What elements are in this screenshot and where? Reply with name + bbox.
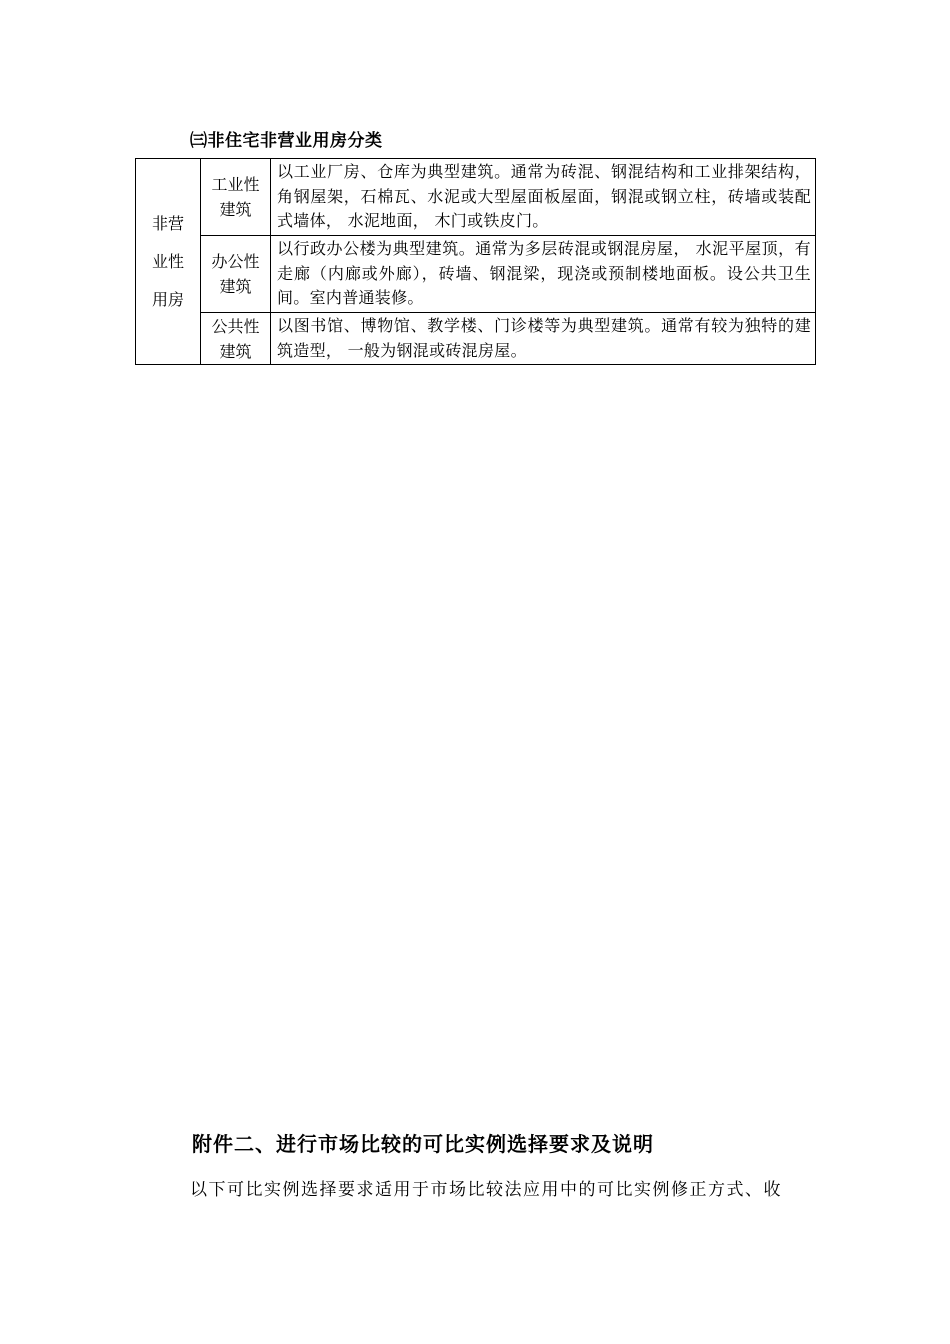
building-type-cell <box>201 159 271 236</box>
building-type-line: 建筑 <box>219 341 252 361</box>
building-type-line: 办公性 <box>211 252 260 271</box>
description-cell: 以图书馆、博物馆、教学楼、门诊楼等为典型建筑。通常有较为独特的建筑造型， 一般为钢混或砖混房屋。 <box>271 313 816 365</box>
category-label-line: 业性 <box>151 251 184 271</box>
category-label-line: 非营 <box>151 213 184 233</box>
category-label-line: 用房 <box>151 289 184 309</box>
building-type-line: 建筑 <box>219 200 252 219</box>
classification-table <box>135 158 816 365</box>
table-row <box>136 236 816 313</box>
table-row <box>136 313 816 365</box>
building-type-line: 工业性 <box>211 175 260 194</box>
category-cell <box>136 159 201 365</box>
description-cell: 以工业厂房、仓库为典型建筑。通常为砖混、钢混结构和工业排架结构，角钢屋架，石棉瓦、水泥或大型屋面板屋面，钢混或钢立柱，砖墙或装配式墙体， 水泥地面， 木门或铁皮门。 <box>271 159 816 236</box>
section-title: ㈢非住宅非营业用房分类 <box>190 131 383 151</box>
description-cell: 以行政办公楼为典型建筑。通常为多层砖混或钢混房屋， 水泥平屋顶，有走廊（内廊或外廊），砖墙、钢混梁，现浇或预制楼地面板。设公共卫生间。室内普通装修。 <box>271 236 816 313</box>
building-type-line: 公共性 <box>211 316 260 336</box>
building-type-cell <box>201 236 271 313</box>
appendix-title: 附件二、进行市场比较的可比实例选择要求及说明 <box>192 1132 654 1156</box>
appendix-intro-text: 以下可比实例选择要求适用于市场比较法应用中的可比实例修正方式、收 <box>190 1180 782 1200</box>
building-type-line: 建筑 <box>219 277 252 296</box>
building-type-cell <box>201 313 271 365</box>
table-row <box>136 159 816 236</box>
